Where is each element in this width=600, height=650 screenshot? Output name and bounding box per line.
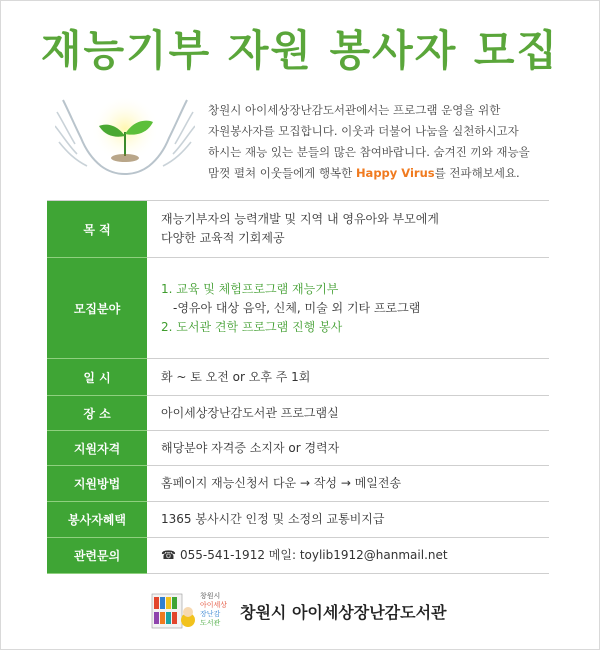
- row-label: 지원방법: [47, 466, 147, 502]
- intro-line: 맘껏 펼쳐 이웃들에게 행복한 Happy Virus를 전파해보세요.: [208, 166, 520, 180]
- footer: [150, 590, 470, 632]
- row-value: 해당분야 자격증 소지자 or 경력자: [161, 440, 340, 455]
- table-row-method: [47, 466, 549, 502]
- intro-text: [208, 100, 568, 184]
- row-label: 일 시: [47, 359, 147, 396]
- row-label: 장 소: [47, 396, 147, 431]
- table-row-benefit: [47, 502, 549, 538]
- table-row-schedule: [47, 359, 549, 396]
- hands-sprout-illustration: [55, 92, 195, 192]
- table-row-location: [47, 396, 549, 431]
- row-value: 재능기부자의 능력개발 및 지역 내 영유아와 부모에게 다양한 교육적 기회제공: [161, 212, 439, 245]
- row-value: 1. 교육 및 체험프로그램 재능기부 -영유아 대상 음악, 신체, 미술 외 기타 프로그램 2. 도서관 견학 프로그램 진행 봉사: [161, 281, 421, 334]
- row-value: 홈페이지 재능신청서 다운 → 작성 → 메일전송: [161, 476, 402, 490]
- poster-title: 재능기부 자원 봉사자 모집: [40, 26, 560, 75]
- row-label: 목 적: [47, 201, 147, 258]
- row-label: 봉사자혜택: [47, 502, 147, 538]
- row-label: 모집분야: [47, 258, 147, 359]
- row-label: 지원자격: [47, 431, 147, 466]
- intro-line: 창원시 아이세상장난감도서관에서는 프로그램 운영을 위한: [208, 103, 501, 117]
- intro-line: 하시는 재능 있는 분들의 많은 참여바랍니다. 숨겨진 끼와 재능을: [208, 145, 530, 159]
- organization-name: 창원시 아이세상장난감도서관: [240, 602, 447, 622]
- row-value: 아이세상장난감도서관 프로그램실: [161, 405, 339, 420]
- table-row-qualification: [47, 431, 549, 466]
- row-value: [147, 538, 549, 573]
- info-table: [47, 200, 549, 574]
- logo-text: 창원시 아이세상 장난감 도서관: [200, 592, 228, 627]
- happy-virus-highlight: Happy Virus: [355, 166, 435, 180]
- contact-text: 055-541-1912 메일: toylib1912@hanmail.net: [179, 548, 448, 562]
- row-label: 관련문의: [47, 538, 147, 574]
- phone-icon: ☎: [161, 548, 176, 562]
- row-value: 화 ~ 토 오전 or 오후 주 1회: [161, 369, 311, 384]
- table-row-contact: [47, 538, 549, 574]
- table-row-field: [47, 258, 549, 359]
- intro-line: 자원봉사자를 모집합니다. 이웃과 더불어 나눔을 실천하시고자: [208, 124, 519, 138]
- table-row-purpose: [47, 201, 549, 258]
- row-value: 1365 봉사시간 인정 및 소정의 교통비지급: [161, 512, 385, 526]
